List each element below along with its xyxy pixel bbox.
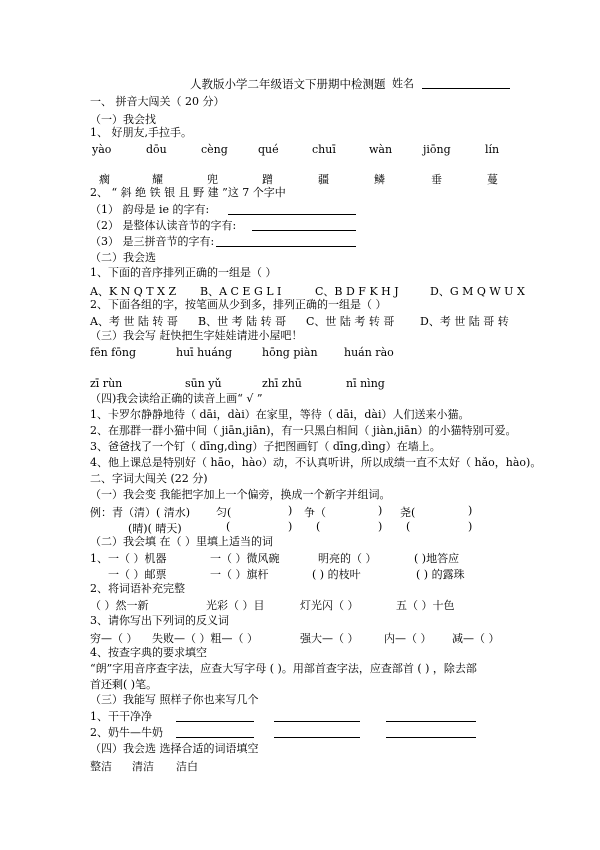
q4-option[interactable]: A、考 世 陆 转 哥 bbox=[90, 315, 178, 328]
fill-cell: 1、一（ ）机器 bbox=[90, 552, 167, 565]
change-cell: ( bbox=[406, 520, 411, 533]
q-idioms: 2、将词语补充完整 bbox=[90, 582, 185, 595]
write-blank[interactable] bbox=[274, 720, 360, 722]
dict-line-1: “朗”字用音序查字法，应查大写字母 ( )。用部首查字法，应查部首 ( ) ，除去部 bbox=[90, 662, 477, 675]
section-read: （四)我会读给正确的读音上画“ √ ” bbox=[90, 392, 263, 405]
change-cell: ) bbox=[468, 520, 473, 533]
antonym-cell: 内—（ ） bbox=[384, 632, 432, 645]
write-example-2: 2、奶牛—牛奶 bbox=[90, 726, 163, 739]
fill-cell: 一（ ）邮票 bbox=[108, 568, 167, 581]
write-blank[interactable] bbox=[176, 736, 254, 738]
fill-cell: 一（ ）旗杆 bbox=[210, 568, 269, 581]
fill-cell: ( ) 的露珠 bbox=[416, 568, 465, 581]
section-find: （一）我会找 bbox=[90, 113, 156, 126]
q2-prompt: 2、 “ 斜 绝 铁 银 且 野 建 ”这 7 个字中 bbox=[90, 186, 286, 199]
q2-item-1: （1） 韵母是 ie 的字有: bbox=[90, 203, 210, 216]
hanzi-item: 兜 bbox=[207, 173, 218, 186]
change-cell: ) bbox=[378, 504, 383, 517]
write-example-1: 1、干干净净 bbox=[90, 710, 152, 723]
part2-heading: 二、字词大闯关 (22 分) bbox=[90, 472, 208, 485]
word-choice: 整洁 bbox=[90, 760, 112, 773]
hanzi-item: 蹭 bbox=[262, 173, 273, 186]
hanzi-item: 瘸 bbox=[99, 173, 110, 186]
pinyin-item: jiōng bbox=[423, 143, 451, 156]
pinyin-word: sūn yǔ bbox=[185, 377, 222, 390]
section-change: （一）我会变 我能把字加上一个偏旁，换成一个新字并组词。 bbox=[90, 488, 391, 501]
change-cell: ) bbox=[378, 520, 383, 533]
pinyin-item: lín bbox=[485, 143, 500, 156]
change-cell: ) bbox=[468, 504, 473, 517]
fill-cell: 明亮的（ ） bbox=[318, 552, 377, 565]
pinyin-word: fēn fōng bbox=[90, 346, 136, 359]
q2-answer-2[interactable] bbox=[252, 229, 356, 231]
pinyin-word: huī huáng bbox=[176, 346, 233, 359]
idiom-cell: 光彩（ ）目 bbox=[206, 599, 265, 612]
q3-option[interactable]: D、G M Q W U X bbox=[430, 285, 525, 298]
page-title: 人教版小学二年级语文下册期中检测题 bbox=[190, 77, 386, 91]
hanzi-item: 蔓 bbox=[487, 173, 498, 186]
change-cell: 例：青（清）( 清水) bbox=[90, 506, 191, 519]
antonym-cell: 穷—（ ） bbox=[90, 632, 138, 645]
q3-prompt: 1、下面的音序排列正确的一组是（ ） bbox=[90, 266, 277, 279]
q4-option[interactable]: C、世 陆 考 转 哥 bbox=[306, 315, 395, 328]
read-item-3: 3、爸爸找了一个钉（ dīng,dìng）子把图画钉（ dīng,dìng）在墙上。 bbox=[90, 440, 441, 453]
part1-heading: 一、 拼音大闯关（ 20 分） bbox=[90, 95, 225, 108]
q4-option[interactable]: D、考 世 陆 哥 转 bbox=[420, 315, 509, 328]
idiom-cell: 灯光闪（ ） bbox=[300, 599, 359, 612]
hanzi-item: 鳞 bbox=[374, 173, 385, 186]
word-choice: 清洁 bbox=[132, 760, 154, 773]
q2-item-2: （2） 是整体认读音节的字有: bbox=[90, 219, 237, 232]
write-blank[interactable] bbox=[386, 720, 476, 722]
name-field[interactable] bbox=[422, 78, 510, 89]
q3-option[interactable]: B、A C E G L I bbox=[200, 285, 282, 298]
change-cell: ) bbox=[288, 520, 293, 533]
change-cell: 匀( bbox=[216, 506, 232, 519]
pinyin-item: yào bbox=[92, 143, 112, 156]
pinyin-word: nī nìng bbox=[346, 377, 385, 390]
change-cell: (晴)( 晴天) bbox=[128, 522, 182, 535]
fill-cell: ( )地答应 bbox=[414, 552, 460, 565]
fill-cell: 一（ ）微风碗 bbox=[210, 552, 280, 565]
name-label: 姓名 bbox=[392, 77, 414, 90]
q1-prompt: 1、 好朋友,手拉手。 bbox=[90, 126, 192, 139]
change-cell: 尧( bbox=[400, 506, 416, 519]
read-item-4: 4、他上课总是特别好（ hāo，hào）动，不认真听讲，所以成绩一直不太好（ hǎo，hào)。 bbox=[90, 456, 542, 469]
pinyin-item: chuī bbox=[312, 143, 336, 156]
dict-line-2: 首还剩( )笔。 bbox=[90, 678, 158, 691]
section-choose: （二）我会选 bbox=[90, 251, 156, 264]
pinyin-word: hōng piàn bbox=[262, 346, 318, 359]
q2-answer-3[interactable] bbox=[216, 245, 356, 247]
section-select-words: （四）我会选 选择合适的词语填空 bbox=[90, 742, 259, 755]
change-cell: 争（ bbox=[304, 506, 326, 519]
hanzi-item: 疆 bbox=[318, 173, 329, 186]
q-dictionary: 4、按查字典的要求填空 bbox=[90, 646, 207, 659]
q4-option[interactable]: B、世 考 陆 转 哥 bbox=[198, 315, 287, 328]
q4-prompt: 2、下面各组的字，按笔画从少到多，排列正确的一组是（ ） bbox=[90, 298, 387, 311]
idiom-cell: （ ）然一新 bbox=[90, 599, 149, 612]
q2-answer-1[interactable] bbox=[228, 213, 356, 215]
write-blank[interactable] bbox=[274, 736, 360, 738]
fill-cell: ( ) 的枝叶 bbox=[312, 568, 361, 581]
section-write-words: （三）我能写 照样子你也来写几个 bbox=[90, 693, 259, 706]
hanzi-item: 垂 bbox=[431, 173, 442, 186]
change-cell: ( bbox=[316, 520, 321, 533]
write-blank[interactable] bbox=[176, 720, 254, 722]
pinyin-word: huán rào bbox=[344, 346, 394, 359]
read-item-1: 1、卡罗尔静静地待（ dāi，dài）在家里，等待（ dāi，dài）人们送来小猫。 bbox=[90, 408, 470, 421]
pinyin-word: zī rùn bbox=[90, 377, 123, 390]
word-choice: 洁白 bbox=[176, 760, 198, 773]
pinyin-item: dōu bbox=[146, 143, 167, 156]
pinyin-item: wàn bbox=[369, 143, 393, 156]
antonym-cell: 强大—（ ） bbox=[300, 632, 359, 645]
pinyin-item: qué bbox=[258, 143, 279, 156]
pinyin-item: cèng bbox=[201, 143, 228, 156]
section-fill: （二）我会填 在（ ）里填上适当的词 bbox=[90, 535, 273, 548]
antonym-cell: 失败—（ ）粗—（ ） bbox=[152, 632, 258, 645]
section-write: （三）我会写 赶快把生字娃娃请进小屋吧！ bbox=[90, 329, 303, 342]
change-cell: ( bbox=[226, 520, 231, 533]
write-blank[interactable] bbox=[386, 736, 476, 738]
change-cell: ) bbox=[288, 504, 293, 517]
q3-option[interactable]: C、B D F K H J bbox=[315, 285, 399, 298]
q2-item-3: （3） 是三拼音节的字有: bbox=[90, 235, 215, 248]
idiom-cell: 五（ ）十色 bbox=[396, 599, 455, 612]
antonym-cell: 减—（ ） bbox=[452, 632, 500, 645]
read-item-2: 2、在那群一群小猫中间（ jiān,jiān)，有一只黑白相间（ jiàn,jiān）的小猫特别可爱。 bbox=[90, 424, 517, 437]
pinyin-word: zhī zhū bbox=[262, 377, 302, 390]
q3-option[interactable]: A、K N Q T X Z bbox=[90, 285, 177, 298]
q-antonyms: 3、请你写出下列词的反义词 bbox=[90, 614, 229, 627]
hanzi-item: 耀 bbox=[152, 173, 163, 186]
